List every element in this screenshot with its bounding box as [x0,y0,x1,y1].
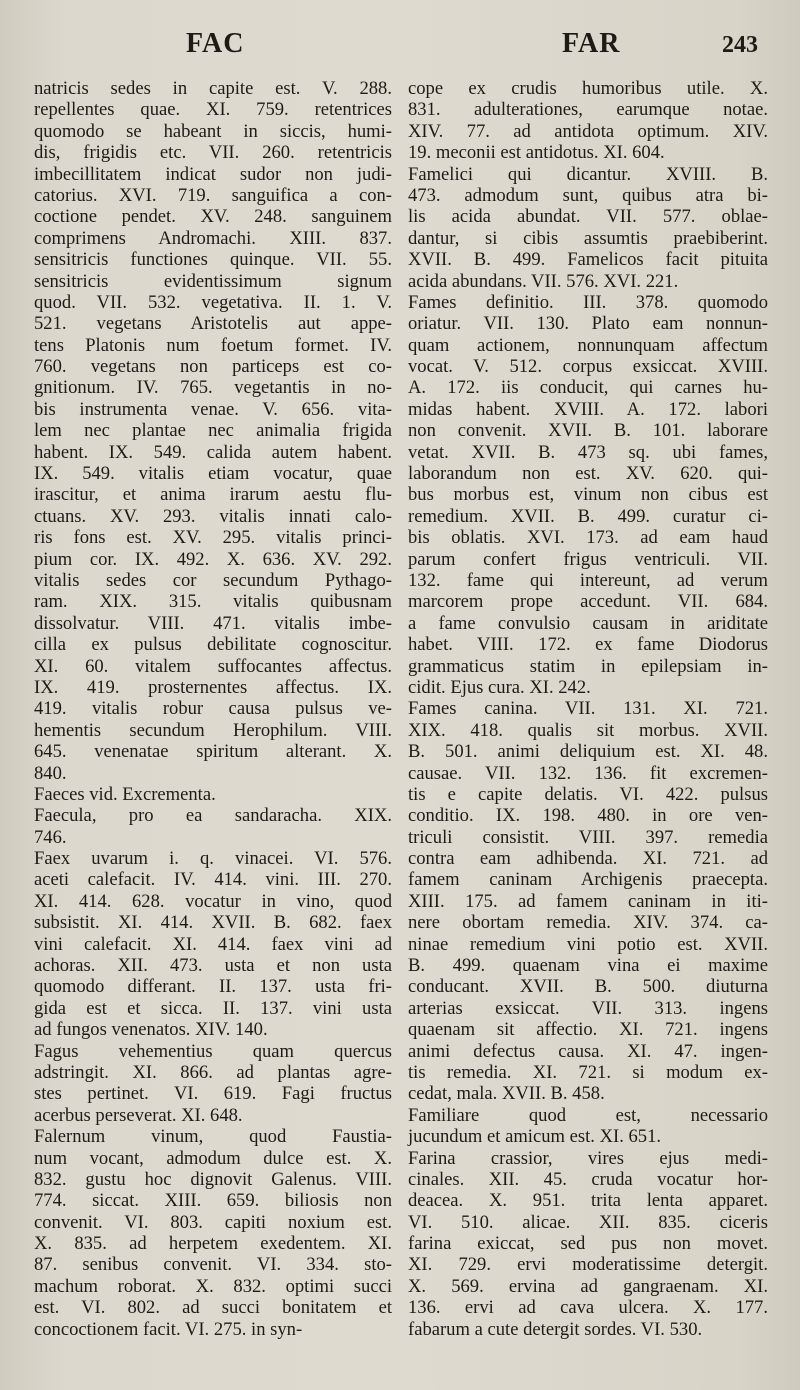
text-line: ninae remedium vini potio est. XVII. [408,933,768,955]
text-line: concoctionem facit. VI. 275. in syn- [34,1318,303,1340]
text-line: XIII. 175. ad famem caninam in iti- [408,890,768,912]
text-line: quomodo differant. II. 137. usta fri- [34,976,392,998]
left-column [34,78,392,1340]
running-head-right: FAR [562,28,621,59]
text-line: XVII. B. 499. Famelicos facit pituita [408,249,768,271]
text-line: 132. fame qui intereunt, ad verum [408,569,768,591]
text-line: aceti calefacit. IV. 414. vini. III. 270. [34,869,392,891]
text-line: jucundum et amicum est. XI. 651. [408,1126,662,1148]
text-line: vini calefacit. XI. 414. faex vini ad [34,933,392,955]
text-line: Farina crassior, vires ejus medi- [408,1147,768,1169]
text-line: Faex uvarum i. q. vinacei. VI. 576. [34,848,392,870]
text-line: triculi consistit. VIII. 397. remedia [408,826,768,848]
text-line: Famelici qui dicantur. XVIII. B. [408,163,768,185]
text-line: tis remedia. XI. 721. si modum ex- [408,1061,768,1083]
text-line: midas habent. XVIII. A. 172. labori [408,398,768,420]
text-line: 832. gustu hoc dignovit Galenus. VIII. [34,1168,392,1190]
text-line: 760. vegetans non particeps est co- [34,356,392,378]
text-line: cinales. XII. 45. cruda vocatur hor- [408,1168,768,1190]
text-line: IX. 549. vitalis etiam vocatur, quae [34,463,392,485]
page-number: 243 [722,32,758,58]
text-line: est. VI. 802. ad succi bonitatem et [34,1297,392,1319]
text-line: IX. 419. prosternentes affectus. IX. [34,676,392,698]
text-line: deacea. X. 951. trita lenta apparet. [408,1190,768,1212]
text-line: bis instrumenta venae. V. 656. vita- [34,398,392,420]
text-line: ctuans. XV. 293. vitalis innati calo- [34,505,392,527]
text-line: habent. IX. 549. calida autem habent. [34,441,392,463]
text-line: causae. VII. 132. 136. fit excremen- [408,762,768,784]
text-line: cedat, mala. XVII. B. 458. [408,1083,605,1105]
text-line: vetat. XVII. B. 473 sq. ubi fames, [408,441,768,463]
text-line: tis e capite delatis. VI. 422. pulsus [408,783,768,805]
text-line: Fames definitio. III. 378. quomodo [408,291,768,313]
text-line: 87. senibus convenit. VI. 334. sto- [34,1254,392,1276]
text-line: acerbus perseverat. XI. 648. [34,1104,243,1126]
text-line: dissolvatur. VIII. 471. vitalis imbe- [34,612,392,634]
text-line: nere obortam remedia. XIV. 374. ca- [408,912,768,934]
text-line: lem nec plantae nec animalia frigida [34,420,392,442]
text-line: bis oblatis. XVI. 173. ad eam haud [408,527,768,549]
text-line: ad fungos venenatos. XIV. 140. [34,1019,268,1041]
text-line: coctione pendet. XV. 248. sanguinem [34,206,392,228]
text-line: vocat. V. 512. corpus exsiccat. XVIII. [408,356,768,378]
text-line: pium cor. IX. 492. X. 636. XV. 292. [34,548,392,570]
text-line: vitalis sedes cor secundum Pythago- [34,569,392,591]
text-line: convenit. VI. 803. capiti noxium est. [34,1211,392,1233]
text-line: stes pertinet. VI. 619. Fagi fructus [34,1083,392,1105]
text-line: B. 501. animi deliquium est. XI. 48. [408,741,768,763]
text-line: 419. vitalis robur causa pulsus ve- [34,698,392,720]
text-line: quaenam sit affectio. XI. 721. ingens [408,1019,768,1041]
text-line: sensitricis functiones quinque. VII. 55. [34,249,392,271]
text-line: dantur, si cibis assumtis praebiberint. [408,227,768,249]
text-line: animi defectus causa. XI. 47. ingen- [408,1040,768,1062]
text-line: machum roborat. X. 832. optimi succi [34,1275,392,1297]
text-line: 473. admodum sunt, quibus atra bi- [408,184,768,206]
text-line: Faecula, pro ea sandaracha. XIX. [34,805,392,827]
text-line: 19. meconii est antidotus. XI. 604. [408,142,665,164]
text-line: VI. 510. alicae. XII. 835. ciceris [408,1211,768,1233]
text-line: farina exiccat, sed pus non movet. [408,1233,768,1255]
text-line: adstringit. XI. 866. ad plantas agre- [34,1061,392,1083]
text-line: 521. vegetans Aristotelis aut appe- [34,313,392,335]
text-line: repellentes quae. XI. 759. retentrices [34,99,392,121]
text-line: lis acida abundat. VII. 577. oblae- [408,206,768,228]
text-line: Faeces vid. Excrementa. [34,783,216,805]
text-line: XI. 60. vitalem suffocantes affectus. [34,655,392,677]
text-line: Fames canina. VII. 131. XI. 721. [408,698,768,720]
text-line: oriatur. VII. 130. Plato eam nonnun- [408,313,768,335]
text-line: cope ex crudis humoribus utile. X. [408,78,768,99]
text-line: a fame convulsio causam in ariditate [408,612,768,634]
text-line: natricis sedes in capite est. V. 288. [34,78,392,99]
text-line: imbecillitatem indicat sudor non judi- [34,163,392,185]
text-line: 746. [34,826,67,848]
text-line: hementis secundum Herophilum. VIII. [34,719,392,741]
text-line: laborandum non est. XV. 620. qui- [408,463,768,485]
right-column [408,78,768,1340]
text-line: ris fons est. XV. 295. vitalis princi- [34,527,392,549]
text-line: marcorem prope accedunt. VII. 684. [408,591,768,613]
text-line: XIX. 418. qualis sit morbus. XVII. [408,719,768,741]
page-header [0,24,800,68]
text-line: Fagus vehementius quam quercus [34,1040,392,1062]
text-line: X. 569. ervina ad gangraenam. XI. [408,1275,768,1297]
text-line: parum confert frigus ventriculi. VII. [408,548,768,570]
text-line: catorius. XVI. 719. sanguifica a con- [34,184,392,206]
text-line: non convenit. XVII. B. 101. laborare [408,420,768,442]
text-line: habet. VIII. 172. ex fame Diodorus [408,634,768,656]
running-head-left: FAC [186,28,245,59]
text-line: Falernum vinum, quod Faustia- [34,1126,392,1148]
text-line: B. 499. quaenam vina ei maxime [408,955,768,977]
text-line: quam actionem, nonnunquam affectum [408,334,768,356]
text-line: 136. ervi ad cava ulcera. X. 177. [408,1297,768,1319]
text-line: Familiare quod est, necessario [408,1104,768,1126]
text-line: acida abundans. VII. 576. XVI. 221. [408,270,679,292]
text-line: contra eam adhibenda. XI. 721. ad [408,848,768,870]
text-line: quomodo se habeant in siccis, humi- [34,120,392,142]
text-line: fabarum a cute detergit sordes. VI. 530. [408,1318,703,1340]
text-line: quod. VII. 532. vegetativa. II. 1. V. [34,291,392,313]
text-line: achoras. XII. 473. usta et non usta [34,955,392,977]
text-line: A. 172. iis conducit, qui carnes hu- [408,377,768,399]
text-line: subsistit. XI. 414. XVII. B. 682. faex [34,912,392,934]
text-line: sensitricis evidentissimum signum [34,270,392,292]
text-line: XI. 414. 628. vocatur in vino, quod [34,890,392,912]
text-line: tens Platonis num foetum formet. IV. [34,334,392,356]
text-line: XIV. 77. ad antidota optimum. XIV. [408,120,768,142]
text-line: conducant. XVII. B. 500. diuturna [408,976,768,998]
text-line: famem caninam Archigenis praecepta. [408,869,768,891]
text-line: gnitionum. IV. 765. vegetantis in no- [34,377,392,399]
text-line: cilla ex pulsus debilitate cognoscitur. [34,634,392,656]
text-line: 645. venenatae spiritum alterant. X. [34,741,392,763]
text-line: comprimens Andromachi. XIII. 837. [34,227,392,249]
text-line: dis, frigidis etc. VII. 260. retentricis [34,142,392,164]
text-line: conditio. IX. 198. 480. in ore ven- [408,805,768,827]
text-line: cidit. Ejus cura. XI. 242. [408,676,591,698]
text-line: grammaticus statim in epilepsiam in- [408,655,768,677]
column-gutter [400,78,401,1378]
text-line: irascitur, et anima irarum aestu flu- [34,484,392,506]
text-line: remedium. XVII. B. 499. curatur ci- [408,505,768,527]
text-line: 831. adulterationes, earumque notae. [408,99,768,121]
text-line: 840. [34,762,67,784]
text-line: X. 835. ad herpetem exedentem. XI. [34,1233,392,1255]
text-line: ram. XIX. 315. vitalis quibusnam [34,591,392,613]
text-line: arterias exsiccat. VII. 313. ingens [408,997,768,1019]
text-line: 774. siccat. XIII. 659. biliosis non [34,1190,392,1212]
text-line: XI. 729. ervi moderatissime detergit. [408,1254,768,1276]
text-line: gida est et sicca. II. 137. vini usta [34,997,392,1019]
text-line: bus morbus est, vinum non cibus est [408,484,768,506]
text-line: num vocant, admodum dulce est. X. [34,1147,392,1169]
